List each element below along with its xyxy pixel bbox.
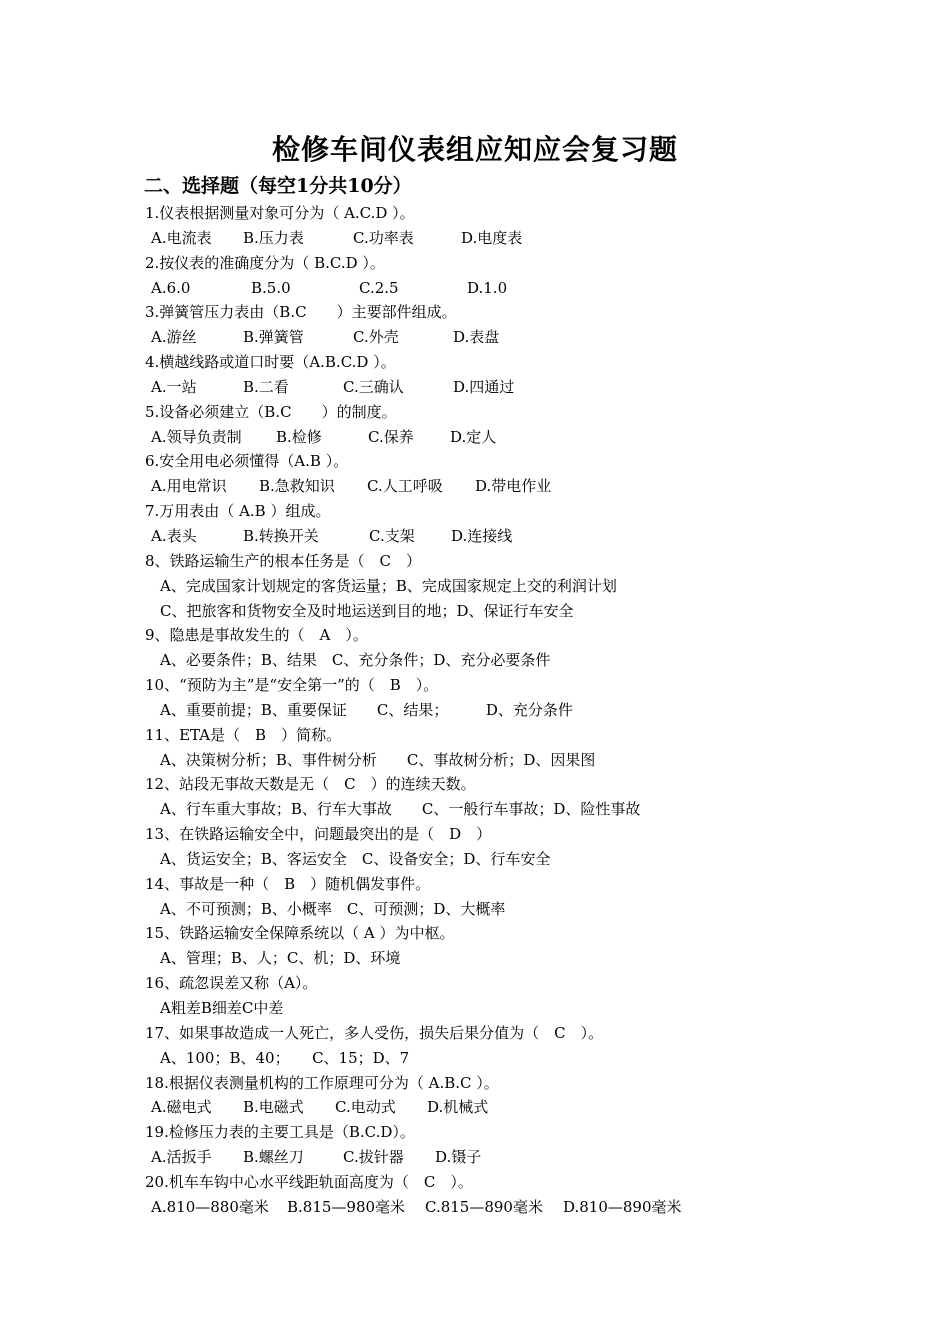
option: C.电动式 [335, 1098, 396, 1117]
question-stem: 11、ETA是（ B ）简称。 [145, 725, 342, 744]
option: B.二看 [243, 377, 289, 396]
question-stem: 3.弹簧管压力表由（B.C ）主要部件组成。 [145, 303, 457, 322]
question-list [145, 201, 905, 1220]
option: D.四通过 [453, 377, 515, 396]
question-stem: 10、“预防为主”是“安全第一”的（ B ）。 [145, 676, 439, 695]
question-stem: 2.按仪表的准确度分为（ B.C.D ）。 [145, 253, 385, 272]
options-row [145, 325, 905, 350]
question-stem: 18.根据仪表测量机构的工作原理可分为（ A.B.C ）。 [145, 1073, 499, 1092]
options-row [145, 425, 905, 450]
option: A.表头 [151, 526, 197, 545]
option: D.表盘 [453, 328, 500, 347]
question-stem: 1.仪表根据测量对象可分为（ A.C.D ）。 [145, 204, 415, 222]
options-row [145, 375, 905, 400]
option-line: A、货运安全；B、客运安全 C、设备安全；D、行车安全 [160, 849, 551, 868]
options-row [145, 1195, 905, 1220]
option: B.急救知识 [259, 477, 335, 496]
option-line: A、重要前提；B、重要保证 C、结果； D、充分条件 [160, 700, 573, 719]
question-stem: 20.机车车钩中心水平线距轨面高度为（ C ）。 [145, 1172, 473, 1191]
option: C.拔针器 [343, 1148, 404, 1167]
option: A.游丝 [151, 328, 197, 347]
option-line: A粗差B细差C中差 [160, 999, 284, 1017]
option: B.电磁式 [243, 1098, 304, 1117]
option: D.机械式 [427, 1098, 489, 1117]
question-stem: 13、在铁路运输安全中，问题最突出的是（ D ） [145, 825, 492, 844]
question-stem: 15、铁路运输安全保障系统以（ A ）为中枢。 [145, 924, 455, 943]
option: A.磁电式 [151, 1098, 212, 1117]
option-line: A、不可预测；B、小概率 C、可预测；D、大概率 [160, 899, 506, 918]
option: A.活扳手 [151, 1148, 212, 1167]
question-stem: 9、隐患是事故发生的（ A ）。 [145, 626, 368, 645]
option: C.支架 [369, 526, 415, 545]
option-line: A、完成国家计划规定的客货运量；B、完成国家规定上交的利润计划 [160, 576, 617, 595]
option: B.压力表 [243, 228, 304, 247]
option: A.一站 [151, 377, 197, 396]
options-row [145, 474, 905, 499]
option: B.815—980毫米 [287, 1197, 406, 1216]
option-line: A、管理；B、人；C、机；D、环境 [160, 949, 401, 968]
question-stem: 6.安全用电必须懂得（A.B ）。 [145, 452, 349, 471]
option: C.三确认 [343, 377, 404, 396]
option-line: A、100；B、40； C、15；D、7 [160, 1048, 410, 1067]
options-row [145, 1145, 905, 1170]
option-line: A、必要条件；B、结果 C、充分条件；D、充分必要条件 [160, 651, 551, 670]
option: C.保养 [368, 427, 414, 446]
options-row [145, 276, 905, 301]
option: A.810—880毫米 [151, 1197, 269, 1216]
option-line: C、把旅客和货物安全及时地运送到目的地；D、保证行车安全 [160, 601, 574, 620]
option: A.6.0 [151, 278, 191, 297]
option: B.转换开关 [243, 526, 319, 545]
options-row [145, 226, 905, 251]
option: C.外壳 [353, 328, 399, 347]
option: C.人工呼吸 [367, 477, 443, 496]
option: C.2.5 [359, 278, 399, 297]
option: D.镊子 [435, 1148, 482, 1167]
option: B.螺丝刀 [243, 1148, 304, 1167]
question-stem: 4.横越线路或道口时要（A.B.C.D ）。 [145, 353, 396, 372]
option: D.定人 [450, 427, 497, 446]
option: C.功率表 [353, 228, 414, 247]
question-stem: 17、如果事故造成一人死亡，多人受伤，损失后果分值为（ C ）。 [145, 1023, 604, 1042]
option: D.电度表 [461, 228, 523, 247]
option: D.1.0 [467, 278, 508, 297]
question-stem: 19.检修压力表的主要工具是（B.C.D）。 [145, 1123, 415, 1142]
section-heading: 二、选择题（每空1分共10分） [144, 175, 412, 197]
question-stem: 7.万用表由（ A.B ）组成。 [145, 502, 331, 521]
question-stem: 12、站段无事故天数是无（ C ）的连续天数。 [145, 775, 476, 794]
option: A.电流表 [151, 228, 212, 247]
option: D.810—890毫米 [563, 1197, 682, 1216]
option: A.用电常识 [151, 477, 227, 496]
option-line: A、行车重大事故；B、行车大事故 C、一般行车事故；D、险性事故 [160, 800, 641, 819]
option: B.5.0 [251, 278, 291, 297]
option: D.带电作业 [475, 477, 552, 496]
option: B.检修 [276, 427, 322, 446]
option: A.领导负责制 [151, 427, 242, 446]
question-stem: 14、事故是一种（ B ）随机偶发事件。 [145, 874, 431, 893]
page-title: 检修车间仪表组应知应会复习题 [271, 133, 678, 166]
question-stem: 16、疏忽误差又称（A）。 [145, 974, 318, 993]
question-stem: 8、铁路运输生产的根本任务是（ C ） [145, 551, 422, 570]
options-row [145, 524, 905, 549]
option: C.815—890毫米 [425, 1197, 543, 1216]
option: D.连接线 [451, 526, 513, 545]
question-stem: 5.设备必须建立（B.C ）的制度。 [145, 402, 397, 421]
option: B.弹簧管 [243, 328, 304, 347]
option-line: A、决策树分析；B、事件树分析 C、事故树分析；D、因果图 [160, 750, 596, 769]
options-row [145, 1095, 905, 1120]
